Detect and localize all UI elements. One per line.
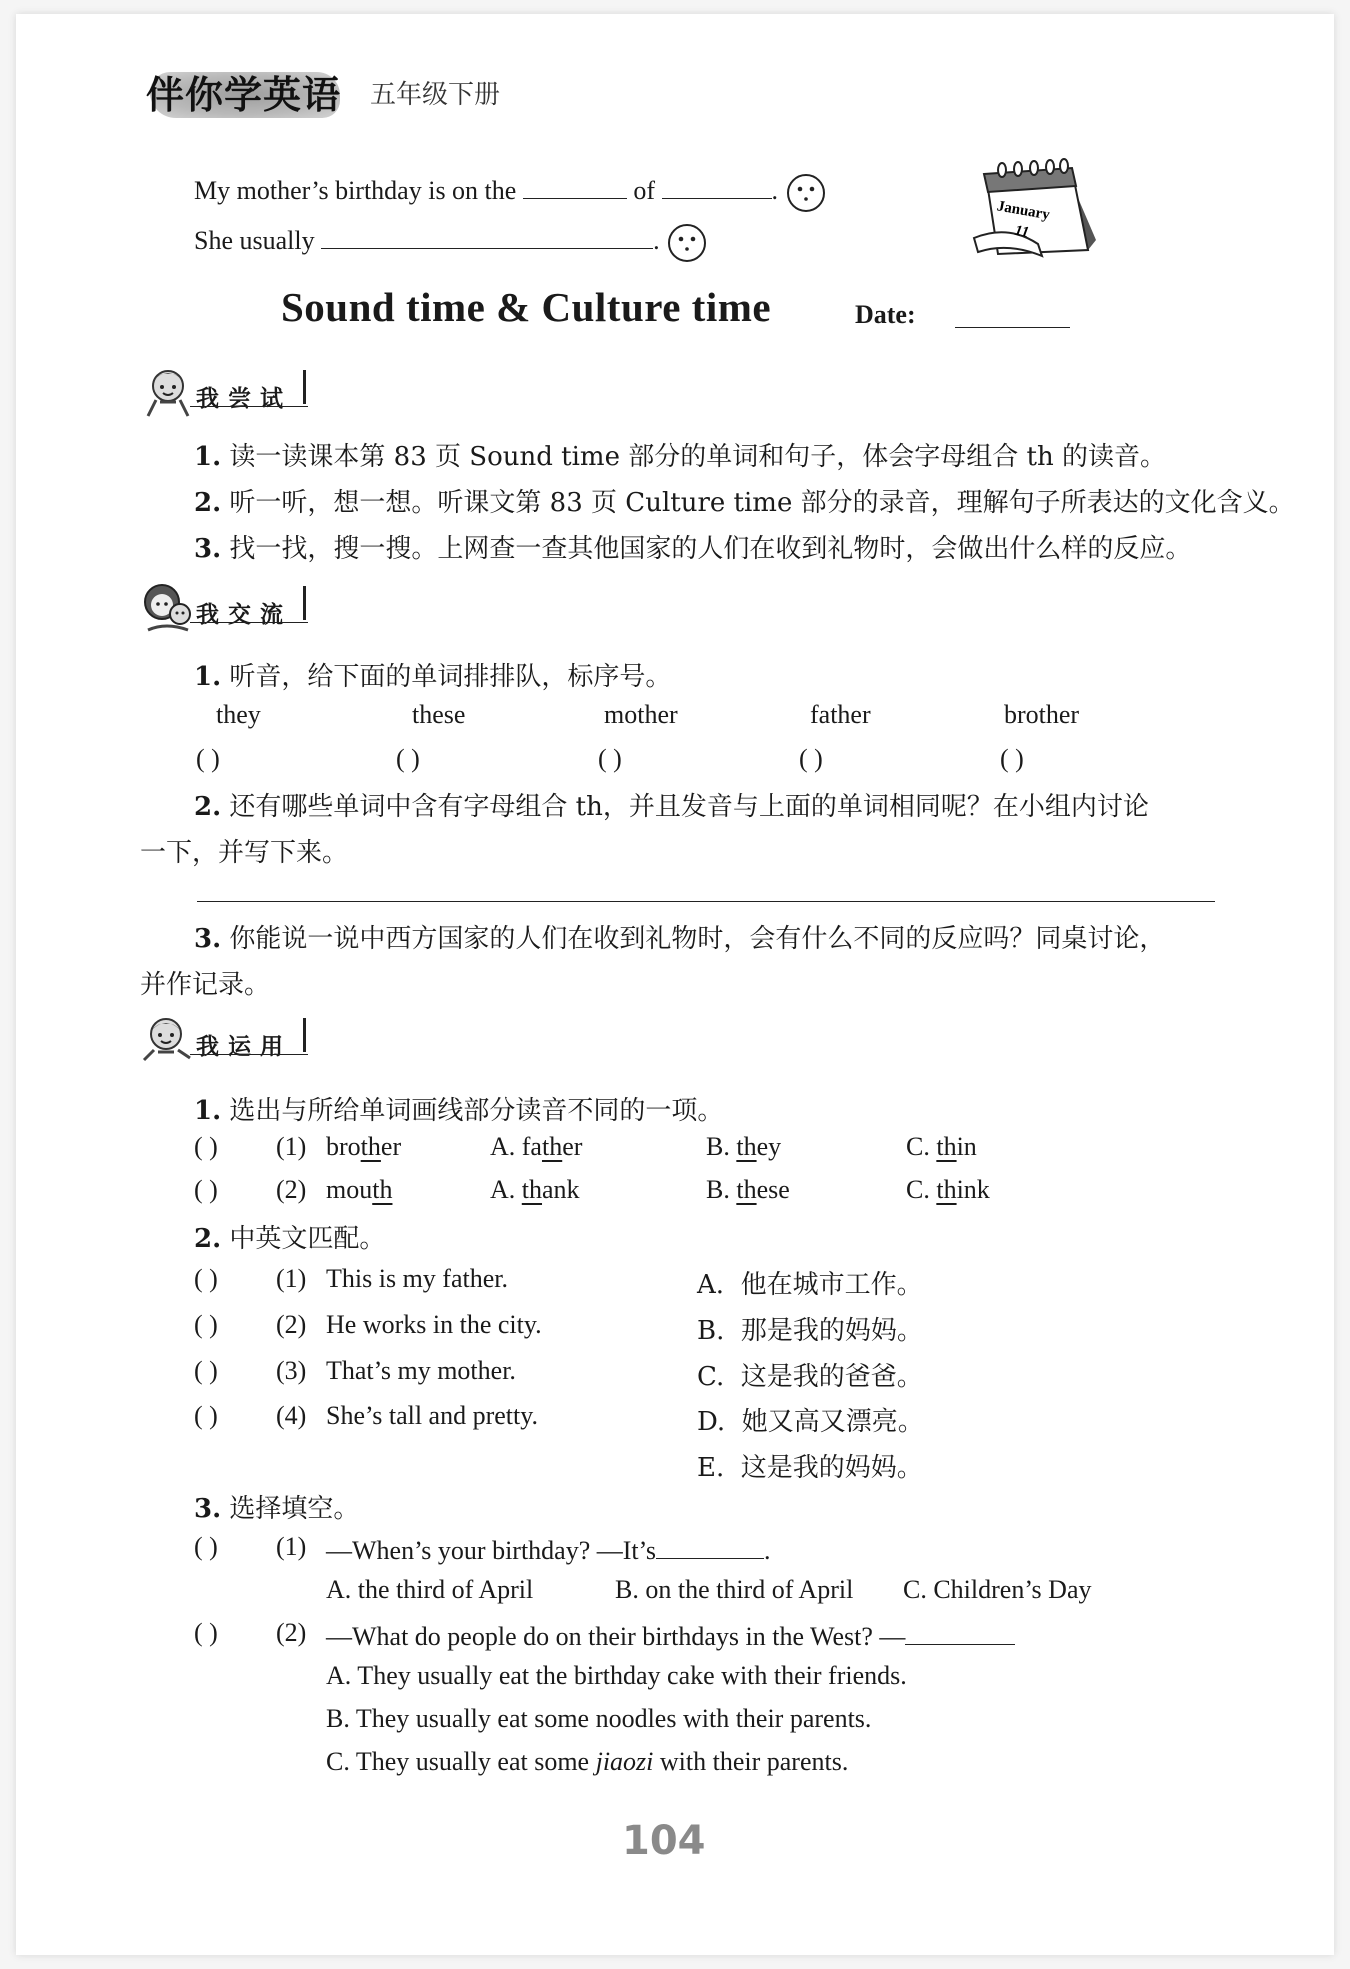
smiley-icon xyxy=(785,172,827,214)
option-c[interactable]: C. They usually eat some jiaozi with their parents. xyxy=(326,1747,849,1776)
word-brother: brother xyxy=(1004,700,1080,729)
divider xyxy=(303,1018,306,1052)
divider xyxy=(303,370,306,404)
answer-paren[interactable]: ( ) xyxy=(194,1132,218,1161)
item-number: 1. xyxy=(194,442,222,472)
page-number: 104 xyxy=(622,1818,706,1864)
item-text: 选择填空。 xyxy=(229,1494,360,1524)
divider xyxy=(303,586,306,620)
answer-blank[interactable] xyxy=(523,172,627,199)
english-sentence: This is my father. xyxy=(326,1264,508,1293)
try-item-1 xyxy=(194,436,1166,473)
item-text: 选出与所给单词画线部分读音不同的一项。 xyxy=(229,1096,724,1126)
page-title: Sound time & Culture time xyxy=(281,284,772,330)
option-c[interactable]: C. think xyxy=(906,1175,990,1204)
item-number: 1. xyxy=(194,1096,222,1126)
item-text: 听一听，想一想。听课文第 83 页 Culture time 部分的录音，理解句子所表达的文化含义。 xyxy=(229,488,1295,518)
answer-paren[interactable]: ( ) xyxy=(194,1175,218,1204)
option-b[interactable]: B. They usually eat some noodles with their parents. xyxy=(326,1704,872,1733)
date-field[interactable] xyxy=(955,327,1070,328)
intro-line-1 xyxy=(194,172,827,214)
item-number: (4) xyxy=(276,1401,307,1430)
word-these: these xyxy=(412,700,466,729)
option-a[interactable]: A. the third of April xyxy=(326,1575,534,1604)
order-blank[interactable]: ( ) xyxy=(396,744,420,773)
item-text: 中英文匹配。 xyxy=(229,1224,386,1254)
english-sentence: That’s my mother. xyxy=(326,1356,516,1385)
section-use-label: 我运用 xyxy=(196,1034,292,1060)
item-number: 3. xyxy=(194,1494,222,1524)
divider xyxy=(190,1054,308,1055)
answer-blank[interactable] xyxy=(662,172,772,199)
answer-paren[interactable]: ( ) xyxy=(194,1356,218,1385)
try-item-3 xyxy=(194,528,1191,565)
word-mother: mother xyxy=(604,700,678,729)
option-c[interactable]: C. thin xyxy=(906,1132,977,1161)
date-label: Date: xyxy=(855,300,916,329)
book-logo: 伴你学英语 xyxy=(146,73,342,117)
use-q1 xyxy=(194,1090,723,1127)
answer-blank[interactable] xyxy=(321,222,653,249)
item-text: 还有哪些单词中含有字母组合 th，并且发音与上面的单词相同呢？在小组内讨论 xyxy=(229,792,1149,822)
kid-mascot-icon xyxy=(138,1010,196,1068)
talk-q2 xyxy=(194,786,1149,823)
item-text: 你能说一说中西方国家的人们在收到礼物时，会有什么不同的反应吗？同桌讨论， xyxy=(229,924,1166,954)
english-sentence: He works in the city. xyxy=(326,1310,542,1339)
item-text: 找一找，搜一搜。上网查一查其他国家的人们在收到礼物时，会做出什么样的反应。 xyxy=(229,534,1192,564)
item-number: (3) xyxy=(276,1356,307,1385)
option-b[interactable]: B. on the third of April xyxy=(615,1575,854,1604)
period: . xyxy=(771,176,778,205)
answer-paren[interactable]: ( ) xyxy=(194,1310,218,1339)
answer-paren[interactable]: ( ) xyxy=(194,1532,218,1561)
item-number: (2) xyxy=(276,1310,307,1339)
chinese-option: D. 她又高又漂亮。 xyxy=(697,1407,924,1437)
item-text: 读一读课本第 83 页 Sound time 部分的单词和句子，体会字母组合 th 的读音。 xyxy=(229,442,1166,472)
divider xyxy=(190,406,308,407)
calendar-icon xyxy=(968,158,1104,262)
answer-paren[interactable]: ( ) xyxy=(194,1264,218,1293)
item-number: (1) xyxy=(276,1532,307,1561)
intro-text: She usually xyxy=(194,226,315,255)
intro-line-2 xyxy=(194,222,708,264)
try-item-2 xyxy=(194,482,1295,519)
option-c[interactable]: C. Children’s Day xyxy=(903,1575,1092,1604)
item-number: (2) xyxy=(276,1175,307,1204)
order-blank[interactable]: ( ) xyxy=(1000,744,1024,773)
option-b[interactable]: B. they xyxy=(706,1132,782,1161)
english-sentence: She’s tall and pretty. xyxy=(326,1401,539,1430)
item-text: 听音，给下面的单词排排队，标序号。 xyxy=(229,662,672,692)
calendar-day: 11 xyxy=(1013,222,1031,242)
book-subtitle: 五年级下册 xyxy=(370,80,501,110)
item-number: 3. xyxy=(194,534,222,564)
question-text: —What do people do on their birthdays in the West? — xyxy=(326,1618,1015,1652)
smiley-icon xyxy=(666,222,708,264)
divider xyxy=(190,622,308,623)
talk-q3-cont: 并作记录。 xyxy=(140,970,271,1000)
chinese-option: A. 他在城市工作。 xyxy=(697,1270,923,1300)
period: . xyxy=(653,226,660,255)
answer-line[interactable] xyxy=(197,901,1215,902)
section-use-header xyxy=(138,1010,338,1070)
kids-mascot-icon xyxy=(138,578,196,636)
chinese-option: B. 那是我的妈妈。 xyxy=(697,1316,923,1346)
talk-q1 xyxy=(194,656,671,693)
section-try-label: 我尝试 xyxy=(196,386,292,412)
talk-q2-cont: 一下，并写下来。 xyxy=(140,838,349,868)
order-blank[interactable]: ( ) xyxy=(598,744,622,773)
kid-mascot-icon xyxy=(138,362,196,420)
item-number: 1. xyxy=(194,662,222,692)
item-number: (1) xyxy=(276,1264,307,1293)
option-a[interactable]: A. thank xyxy=(490,1175,580,1204)
intro-text: of xyxy=(633,176,655,205)
item-number: (2) xyxy=(276,1618,307,1647)
answer-paren[interactable]: ( ) xyxy=(194,1618,218,1647)
chinese-option: C. 这是我的爸爸。 xyxy=(697,1362,923,1392)
use-q2 xyxy=(194,1218,385,1255)
item-number: 2. xyxy=(194,792,222,822)
option-a[interactable]: A. They usually eat the birthday cake with their friends. xyxy=(326,1661,907,1690)
answer-blank[interactable] xyxy=(905,1618,1015,1645)
item-number: (1) xyxy=(276,1132,307,1161)
answer-paren[interactable]: ( ) xyxy=(194,1401,218,1430)
given-word: mouth xyxy=(326,1175,393,1204)
section-try-header xyxy=(138,362,338,422)
question-text: —When’s your birthday? —It’s . xyxy=(326,1532,771,1566)
order-blank[interactable]: ( ) xyxy=(799,744,823,773)
given-word: brother xyxy=(326,1132,402,1161)
word-father: father xyxy=(810,700,871,729)
chinese-option: E. 这是我的妈妈。 xyxy=(697,1453,923,1483)
calendar-month: January xyxy=(995,198,1051,224)
item-number: 2. xyxy=(194,488,222,518)
option-b[interactable]: B. these xyxy=(706,1175,790,1204)
section-talk-label: 我交流 xyxy=(196,602,292,628)
answer-blank[interactable] xyxy=(656,1532,764,1559)
item-number: 2. xyxy=(194,1224,222,1254)
item-number: 3. xyxy=(194,924,222,954)
section-talk-header xyxy=(138,578,338,638)
intro-text: My mother’s birthday is on the xyxy=(194,176,517,205)
order-blank[interactable]: ( ) xyxy=(196,744,220,773)
talk-q3 xyxy=(194,918,1165,955)
option-a[interactable]: A. father xyxy=(490,1132,583,1161)
use-q3 xyxy=(194,1488,359,1525)
word-they: they xyxy=(216,700,261,729)
